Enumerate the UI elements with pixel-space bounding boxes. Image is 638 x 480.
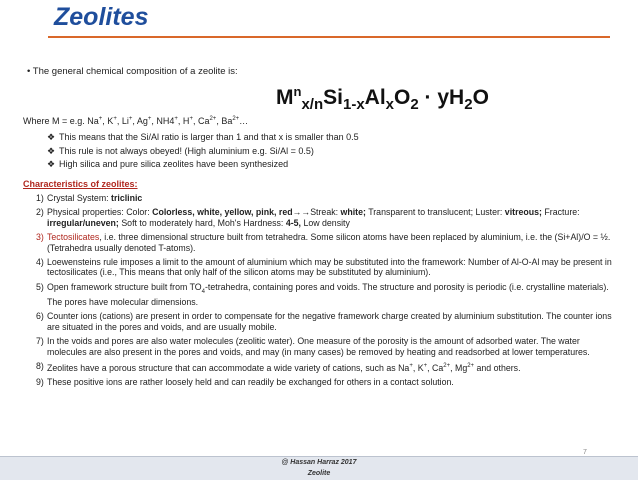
footer-credit: @ Hassan Harraz 2017 [281,459,357,466]
list-item: 9) These positive ions are rather loosely held and can readily be exchanged for others in a contact solution. [36,377,454,388]
footer-topic: Zeolite [307,470,331,477]
page-number: 7 [583,449,587,456]
list-item: 5) Open framework structure built from $TO_4$-tetrahedra, containing pores and voids. The structure and porosity is periodic (i.e. crystalline materials). The pores have molecular dimensions. [36,281,609,307]
where-line: Where M = e.g. Na+, K+, Li+, Ag+, NH4+, H+, $Ca^{2+}$, $Ba^{2+}\dots$ [23,116,249,126]
diamond-bullet-icon: ❖ [47,159,56,169]
diamond-bullet-icon: ❖ [47,145,56,156]
list-item: 7) In the voids and pores are also water molecules (zeolitic water). One measure of the porosity is the amount of adsorbed water. The water molecules are also present in the pores and voids, and may (in many cases) be removed by heating and readsorbed at lower temperatures. [36,336,590,357]
characteristics-heading: Characteristics of zeolites: [23,179,138,189]
arrow-icon: →→ [292,207,311,218]
list-item: 6) Counter ions (cations) are present in order to compensate for the negative framework charge created by aluminium substitution. The counter ions are situated in the pores and voids, and are usually mobile. [36,311,612,332]
characteristics-list [36,193,616,392]
intro-bullet: • The general chemical composition of a zeolite is: [27,66,238,77]
list-item: 1) Crystal System: triclinic [36,193,143,203]
general-formula: $M^n_{x/n}Si_{1-x}Al_xO_2 \cdot yH_2O$ [276,84,489,114]
list-item: 2) Physical properties: Color: Colorless, white, yellow, pink, red→→Streak: white; Transparent to translucent; Luster: vitreous; Fracture: irregular/uneven; Soft to moderately hard, Moh's Hardness: 4-5, Low density [36,207,580,228]
list-item: 8) Zeolites have a porous structure that can accommodate a wide variety of cations, such as Na+, K+, $Ca^{2+}$, $Mg^{2+}$ and others. [36,361,521,373]
note-item: ❖ High silica and pure silica zeolites have been synthesized [47,158,359,172]
note-item: ❖ This rule is not always obeyed! (High aluminium e.g. Si/Al = 0.5) [47,145,359,159]
slide-title: Zeolites [54,3,149,31]
list-item: 3) Tectosilicates, i.e. three dimensional structure built from tetrahedra. Some silicon atoms have been replaced by aluminium, i.e. the (Si+Al)/O = ½. (Tetrahedra usually denoted T-atoms). [36,232,611,253]
diamond-bullet-icon: ❖ [47,132,56,142]
notes-list [47,131,359,172]
title-underline [48,36,610,38]
list-item: 4) Loewensteins rule imposes a limit to the amount of aluminium which may be substituted into the framework: Number of Al-O-Al may be present in tectosilicates (i.e., This means that only half of the silicon atoms may be substituted by aluminium). [36,257,612,278]
note-item: ❖ This means that the Si/Al ratio is larger than 1 and that x is smaller than 0.5 [47,131,359,145]
